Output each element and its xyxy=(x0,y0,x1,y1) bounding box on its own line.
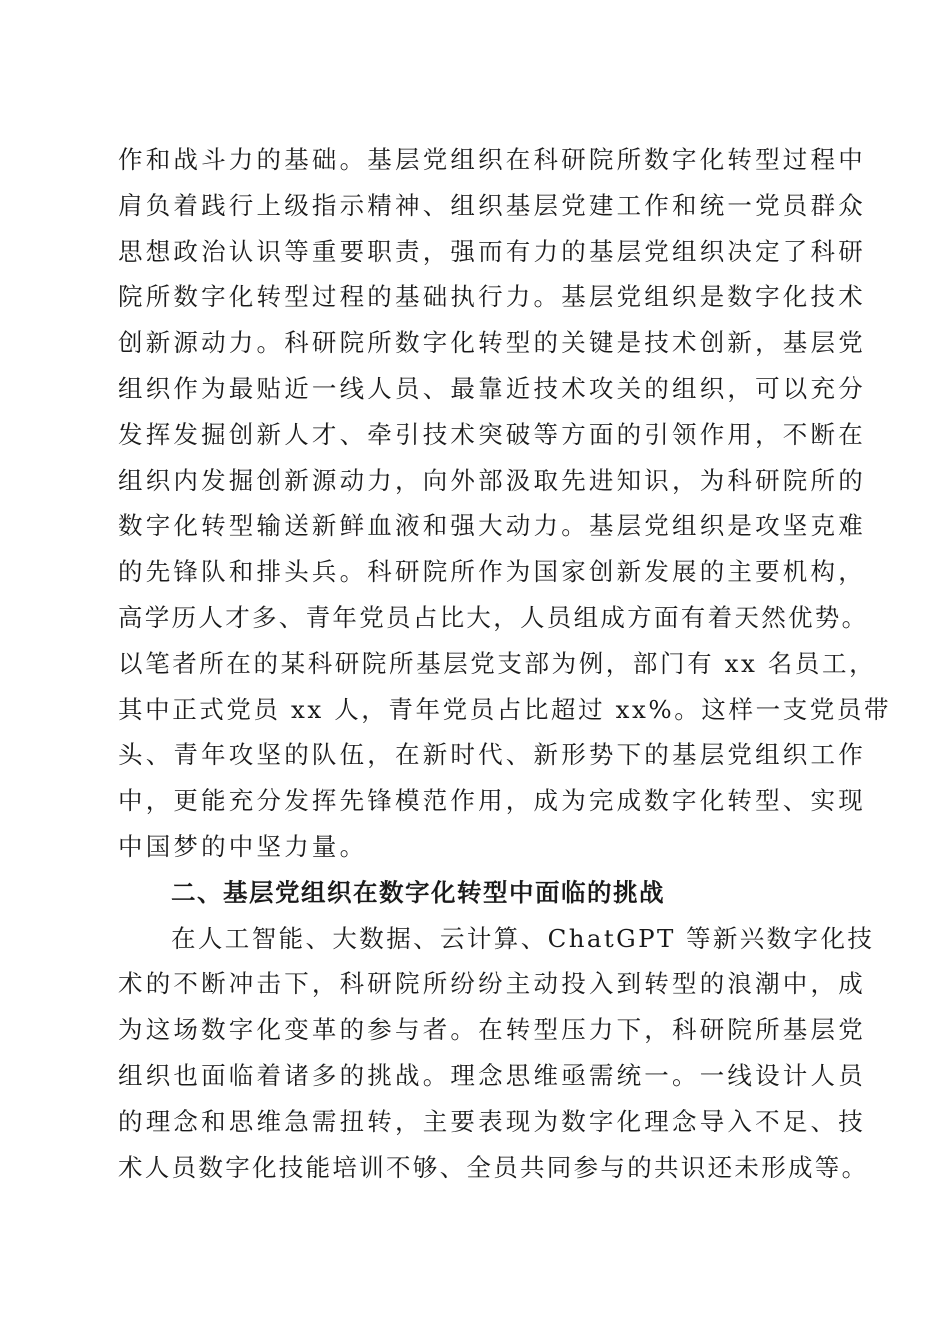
paragraph-1-line-9: 数字化转型输送新鲜血液和强大动力。基层党组织是攻坚克难 xyxy=(118,511,866,540)
paragraph-1-line-10: 的先锋队和排头兵。科研院所作为国家创新发展的主要机构， xyxy=(118,557,866,586)
paragraph-1-line-3: 思想政治认识等重要职责，强而有力的基层党组织决定了科研 xyxy=(118,237,866,266)
paragraph-1-line-5: 创新源动力。科研院所数字化转型的关键是技术创新，基层党 xyxy=(118,328,866,357)
paragraph-2-line-6: 术人员数字化技能培训不够、全员共同参与的共识还未形成等。 xyxy=(118,1153,869,1182)
paragraph-1-line-12: 以笔者所在的某科研院所基层党支部为例，部门有 xx 名员工， xyxy=(118,649,877,678)
paragraph-1-line-2: 肩负着践行上级指示精神、组织基层党建工作和统一党员群众 xyxy=(118,191,866,220)
paragraph-2-line-4: 组织也面临着诸多的挑战。理念思维亟需统一。一线设计人员 xyxy=(118,1061,866,1090)
paragraph-1-line-8: 组织内发掘创新源动力，向外部汲取先进知识，为科研院所的 xyxy=(118,466,866,495)
paragraph-1-line-7: 发挥发掘创新人才、牵引技术突破等方面的引领作用，不断在 xyxy=(118,420,866,449)
paragraph-2-line-1: 在人工智能、大数据、云计算、ChatGPT 等新兴数字化技 xyxy=(171,924,875,953)
paragraph-1-line-6: 组织作为最贴近一线人员、最靠近技术攻关的组织，可以充分 xyxy=(118,374,866,403)
paragraph-1-line-11: 高学历人才多、青年党员占比大，人员组成方面有着天然优势。 xyxy=(118,603,869,632)
section-heading: 二、基层党组织在数字化转型中面临的挑战 xyxy=(171,878,665,907)
paragraph-1-line-14: 头、青年攻坚的队伍，在新时代、新形势下的基层党组织工作 xyxy=(118,740,866,769)
paragraph-2-line-5: 的理念和思维急需扭转，主要表现为数字化理念导入不足、技 xyxy=(118,1107,866,1136)
paragraph-1-line-1: 作和战斗力的基础。基层党组织在科研院所数字化转型过程中 xyxy=(118,145,866,174)
paragraph-1-line-13: 其中正式党员 xx 人，青年党员占比超过 xx%。这样一支党员带 xyxy=(118,695,892,724)
paragraph-2-line-3: 为这场数字化变革的参与者。在转型压力下，科研院所基层党 xyxy=(118,1015,866,1044)
paragraph-1-line-16: 中国梦的中坚力量。 xyxy=(118,832,368,861)
paragraph-1-line-4: 院所数字化转型过程的基础执行力。基层党组织是数字化技术 xyxy=(118,282,866,311)
paragraph-1-line-15: 中，更能充分发挥先锋模范作用，成为完成数字化转型、实现 xyxy=(118,786,866,815)
paragraph-2-line-2: 术的不断冲击下，科研院所纷纷主动投入到转型的浪潮中，成 xyxy=(118,969,866,998)
